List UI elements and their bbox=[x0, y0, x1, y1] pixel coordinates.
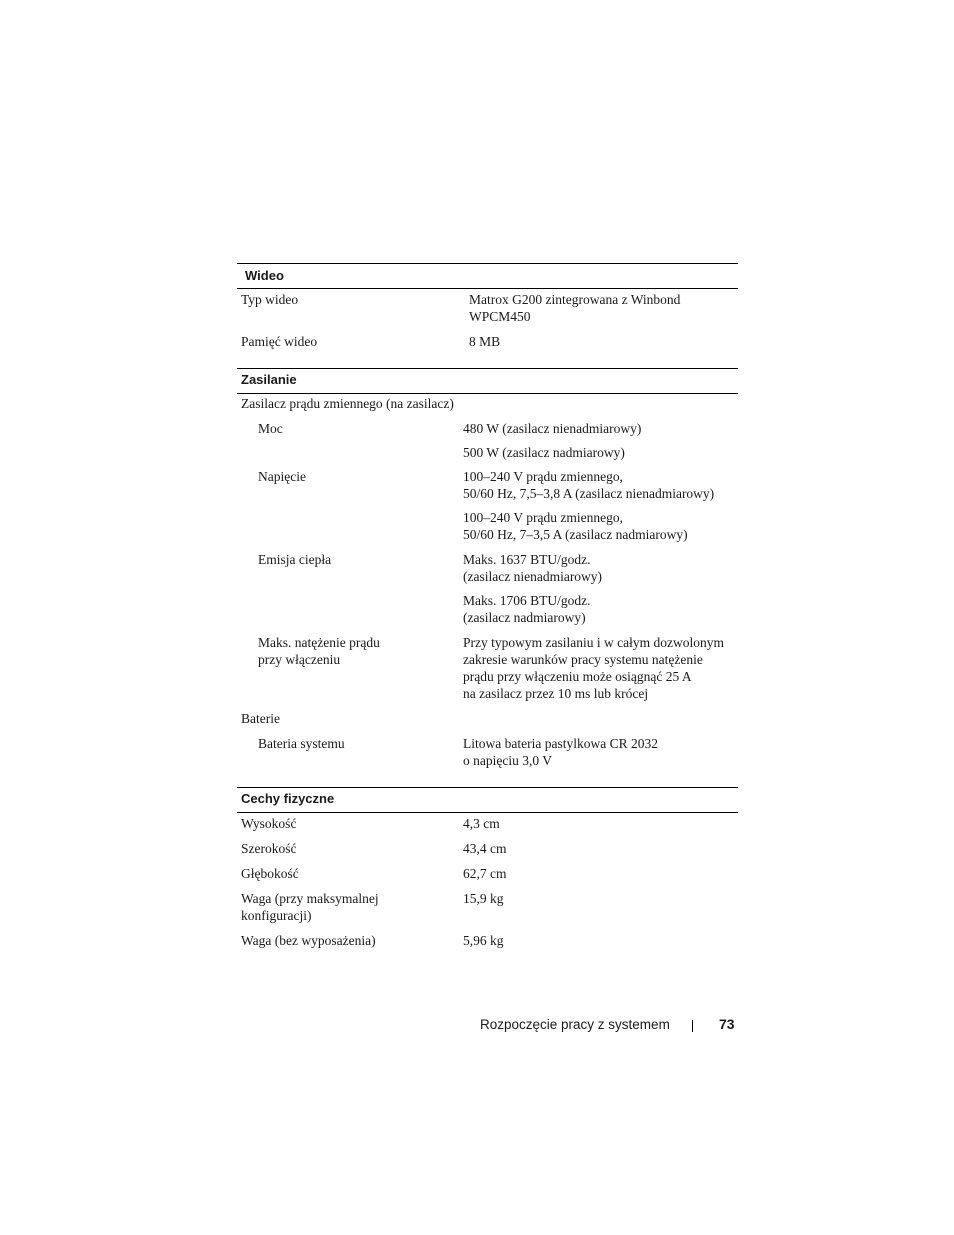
video-memory-label: Pamięć wideo bbox=[241, 334, 318, 349]
inrush-value-line4: na zasilacz przez 10 ms lub krócej bbox=[463, 686, 649, 701]
footer-separator bbox=[692, 1020, 693, 1032]
heat-value-1-line1: Maks. 1637 BTU/godz. bbox=[463, 552, 591, 567]
physical-section-header bbox=[237, 787, 738, 813]
power-rating-label: Moc bbox=[258, 421, 283, 436]
voltage-label: Napięcie bbox=[258, 469, 306, 484]
system-battery-label: Bateria systemu bbox=[258, 736, 345, 751]
video-section-title: Wideo bbox=[245, 268, 284, 283]
page-number: 73 bbox=[719, 1016, 735, 1032]
footer-section-title: Rozpoczęcie pracy z systemem bbox=[480, 1017, 670, 1032]
inrush-value-line1: Przy typowym zasilaniu i w całym dozwolonym bbox=[463, 635, 724, 650]
video-type-value-line1: Matrox G200 zintegrowana z Winbond bbox=[469, 292, 681, 307]
height-value: 4,3 cm bbox=[463, 816, 500, 831]
video-section-header bbox=[237, 263, 738, 289]
heat-value-2-line1: Maks. 1706 BTU/godz. bbox=[463, 593, 591, 608]
inrush-label-line2: przy włączeniu bbox=[258, 652, 341, 667]
heat-value-2-line2: (zasilacz nadmiarowy) bbox=[463, 610, 586, 625]
system-battery-value-line2: o napięciu 3,0 V bbox=[463, 753, 552, 768]
inrush-label-line1: Maks. natężenie prądu bbox=[258, 635, 380, 650]
heat-label: Emisja ciepła bbox=[258, 552, 332, 567]
weight-empty-label: Waga (bez wyposażenia) bbox=[241, 933, 376, 948]
voltage-value-1-line1: 100–240 V prądu zmiennego, bbox=[463, 469, 623, 484]
power-rating-value-1: 480 W (zasilacz nienadmiarowy) bbox=[463, 421, 642, 436]
weight-max-value: 15,9 kg bbox=[463, 891, 504, 906]
voltage-value-2-line2: 50/60 Hz, 7–3,5 A (zasilacz nadmiarowy) bbox=[463, 527, 688, 542]
weight-empty-value: 5,96 kg bbox=[463, 933, 504, 948]
video-memory-value: 8 MB bbox=[469, 334, 501, 349]
video-type-value-line2: WPCM450 bbox=[469, 309, 531, 324]
height-label: Wysokość bbox=[241, 816, 297, 831]
physical-section-title: Cechy fizyczne bbox=[241, 791, 335, 806]
weight-max-label-line1: Waga (przy maksymalnej bbox=[241, 891, 379, 906]
inrush-value-line3: prądu przy włączeniu może osiągnąć 25 A bbox=[463, 669, 692, 684]
voltage-value-1-line2: 50/60 Hz, 7,5–3,8 A (zasilacz nienadmiarowy) bbox=[463, 486, 715, 501]
weight-max-label-line2: konfiguracji) bbox=[241, 908, 312, 923]
depth-label: Głębokość bbox=[241, 866, 299, 881]
power-section-title: Zasilanie bbox=[241, 372, 297, 387]
depth-value: 62,7 cm bbox=[463, 866, 507, 881]
power-ac-group-label: Zasilacz prądu zmiennego (na zasilacz) bbox=[241, 396, 454, 411]
video-type-label: Typ wideo bbox=[241, 292, 299, 307]
width-label: Szerokość bbox=[241, 841, 297, 856]
power-rating-value-2: 500 W (zasilacz nadmiarowy) bbox=[463, 445, 625, 460]
voltage-value-2-line1: 100–240 V prądu zmiennego, bbox=[463, 510, 623, 525]
inrush-value-line2: zakresie warunków pracy systemu natężenie bbox=[463, 652, 703, 667]
heat-value-1-line2: (zasilacz nienadmiarowy) bbox=[463, 569, 603, 584]
batteries-group-label: Baterie bbox=[241, 711, 280, 726]
power-section-header bbox=[237, 368, 738, 394]
width-value: 43,4 cm bbox=[463, 841, 507, 856]
system-battery-value-line1: Litowa bateria pastylkowa CR 2032 bbox=[463, 736, 658, 751]
